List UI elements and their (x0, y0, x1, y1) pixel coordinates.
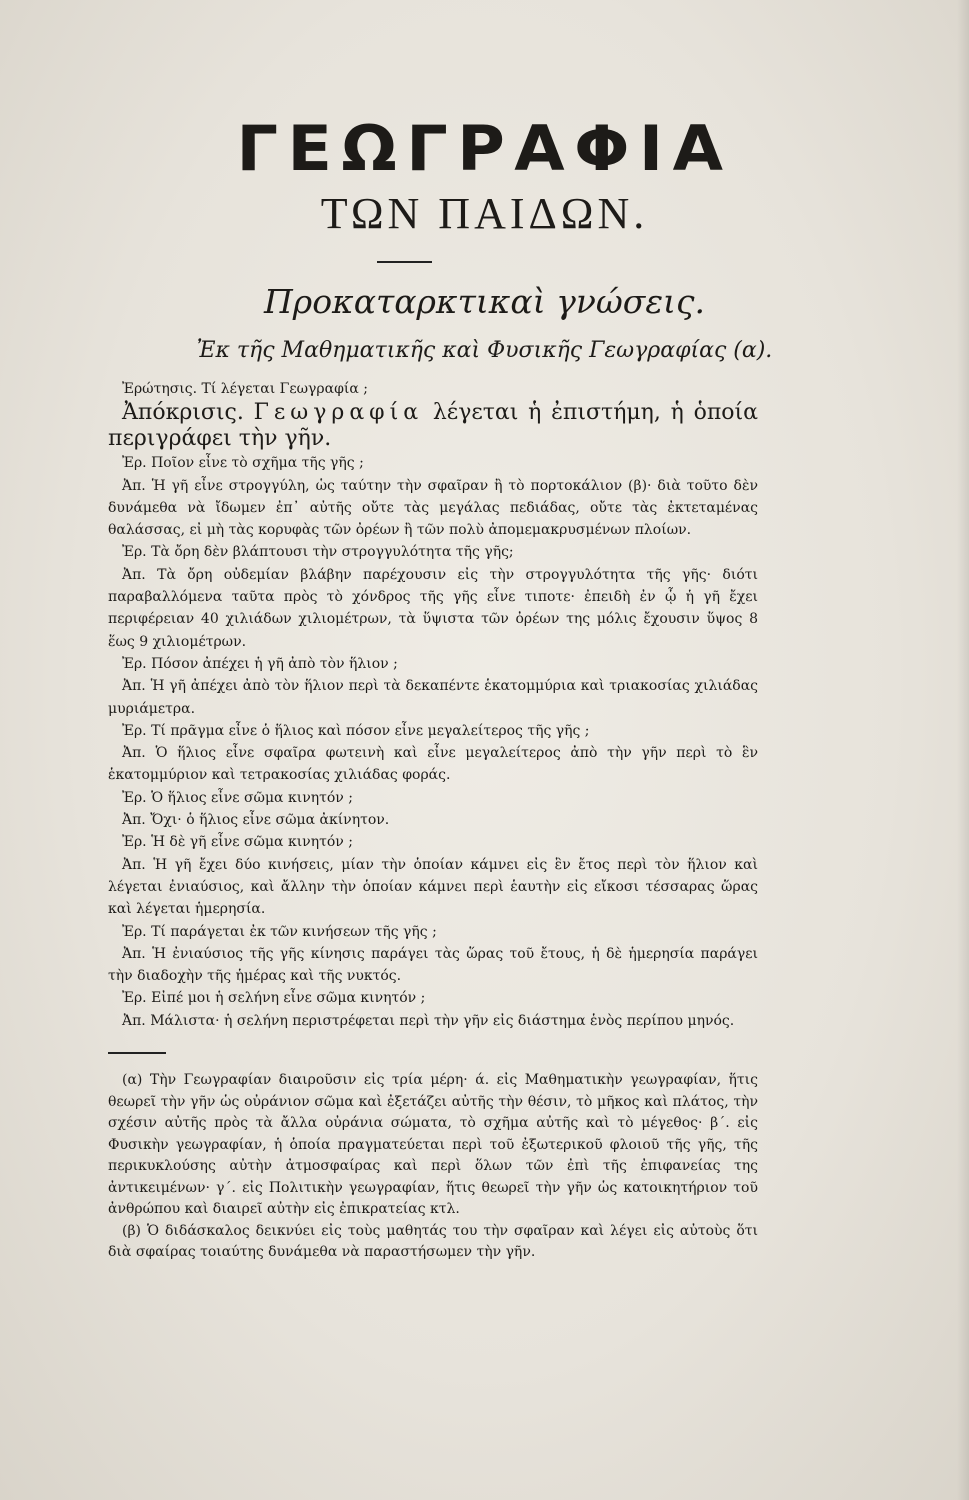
qa-question (108, 831, 758, 853)
page-edge-shadow (957, 0, 969, 1500)
qa-answer (108, 564, 758, 653)
qa-label: Ἐρ. (122, 990, 147, 1007)
qa-answer (108, 475, 758, 542)
qa-label: Ἐρ. (122, 923, 147, 940)
qa-question (108, 987, 758, 1009)
qa-text-spaced: Γεωγραφία (253, 400, 424, 426)
qa-text: Τί πρᾶγμα εἶνε ὁ ἥλιος καὶ πόσον εἶνε μεγαλείτερος τῆς γῆς ; (151, 722, 590, 739)
qa-text: Πόσον ἀπέχει ἡ γῆ ἀπὸ τὸν ἥλιον ; (151, 655, 398, 672)
qa-text: λέγεται ἡ ἐπιστήμη, ἡ ὁποία περιγράφει τὴν γῆν. (108, 400, 759, 452)
qa-label: Ἀπ. (122, 678, 146, 695)
qa-label: Ἀπόκρισις. (122, 400, 244, 426)
qa-label: Ἀπ. (122, 477, 146, 494)
qa-label: Ἐρ. (122, 455, 147, 472)
qa-text: Ὁ ἥλιος εἶνε σφαῖρα φωτεινὴ καὶ εἶνε μεγαλείτερος ἀπὸ τὴν γῆν περὶ τὸ ἓν ἑκατομμύριον καὶ τετρακοσίας χιλιάδας φοράς. (108, 745, 759, 784)
page-subtitle: ΤΩΝ ΠΑΙΔΩΝ. (320, 189, 649, 238)
qa-label: Ἀπ. (122, 945, 146, 962)
qa-question (108, 541, 758, 563)
qa-label: Ἐρ. (122, 544, 147, 561)
qa-answer (108, 854, 758, 921)
qa-label: Ἀπ. (122, 745, 146, 762)
qa-answer (108, 809, 758, 831)
qa-question (108, 378, 758, 400)
qa-label: Ἀπ. (122, 856, 146, 873)
title-divider (377, 261, 432, 263)
qa-answer-lead (108, 400, 758, 452)
qa-question (108, 452, 758, 474)
qa-question (108, 787, 758, 809)
qa-question (108, 653, 758, 675)
question-answer-body (108, 378, 758, 1032)
qa-label: Ἀπ. (122, 812, 146, 829)
qa-text: Ἡ δὲ γῆ εἶνε σῶμα κινητόν ; (151, 834, 353, 851)
qa-text: Ἡ ἐνιαύσιος τῆς γῆς κίνησις παράγει τὰς ὥρας τοῦ ἔτους, ἡ δὲ ἡμερησία παράγει τὴν διαδοχὴν τῆς ἡμέρας καὶ τῆς νυκτός. (108, 945, 758, 985)
page-title: ΓΕΩΓΡΑΦΙΑ (236, 112, 733, 185)
footnote-a: (α) Τὴν Γεωγραφίαν διαιροῦσιν εἰς τρία μέρη· ά. εἰς Μαθηματικὴν γεωγραφίαν, ἥτις θεωρεῖ τὴν γῆν ὡς οὐράνιον σῶμα καὶ ἐξετάζει αὐτῆς τὴν θέσιν, τὸ μῆκος καὶ πλάτος, τὴν σχέσιν αὐτῆς πρὸς τὰ ἄλλα οὐράνια σώματα, τὸ σχῆμα αὐτῆς καὶ τὸ μέγεθος· β΄. εἰς Φυσικὴν γεωγραφίαν, ἡ ὁποία πραγματεύεται περὶ τοῦ ἐξωτερικοῦ φλοιοῦ τῆς γῆς, τῆς περικυκλούσης αὐτὴν ἀτμοσφαίρας καὶ περὶ ὅλων τῶν ἐπὶ τῆς ἐπιφανείας της ἀντικειμένων· γ΄. εἰς Πολιτικὴν γεωγραφίαν, ἥτις θεωρεῖ τὴν γῆν ὡς κατοικητήριον τοῦ ἀνθρώπου καὶ διαιρεῖ αὐτὴν εἰς ἐπικρατείας κτλ. (108, 1072, 758, 1217)
qa-text: Ποῖον εἶνε τὸ σχῆμα τῆς γῆς ; (151, 455, 364, 472)
qa-label: Ἐρ. (122, 789, 147, 806)
qa-question (108, 921, 758, 943)
qa-label: Ἀπ. (122, 1012, 146, 1029)
qa-answer (108, 943, 758, 988)
footnote-b: (β) Ὁ διδάσκαλος δεικνύει εἰς τοὺς μαθητάς του τὴν σφαῖραν καὶ λέγει εἰς αὐτοὺς ὅτι διὰ σφαίρας τοιαύτης δυνάμεθα νὰ παραστήσωμεν τὴν γῆν. (108, 1222, 758, 1260)
qa-text: Ὄχι· ὁ ἥλιος εἶνε σῶμα ἀκίνητον. (150, 812, 390, 829)
section-heading: Προκαταρκτικαὶ γνώσεις. (264, 282, 705, 321)
qa-label: Ἐρώτησις. (122, 381, 198, 397)
qa-answer (108, 1010, 758, 1032)
section-subheading: Ἐκ τῆς Μαθηματικῆς καὶ Φυσικῆς Γεωγραφίας (α). (196, 338, 773, 363)
qa-label: Ἐρ. (122, 655, 147, 672)
qa-text: Τὰ ὄρη δὲν βλάπτουσι τὴν στρογγυλότητα τῆς γῆς; (151, 544, 514, 561)
qa-text: Τί λέγεται Γεωγραφία ; (201, 381, 369, 397)
qa-question (108, 720, 758, 742)
footnotes (108, 1070, 758, 1264)
qa-answer (108, 675, 758, 720)
qa-text: Ἡ γῆ εἶνε στρογγύλη, ὡς ταύτην τὴν σφαῖραν ἢ τὸ πορτοκάλιον (β)· διὰ τοῦτο δὲν δυνάμεθα νὰ ἴδωμεν ἐπ᾽ αὐτῆς οὔτε τὰς μεγάλας πεδιάδας, οὔτε τὰς ἐκτεταμένας θαλάσσας, εἰ μὴ τὰς κορυφὰς τῶν ὀρέων ἢ τῶν πολὺ ἀπομεμακρυσμένων πλοίων. (108, 477, 759, 539)
qa-label: Ἐρ. (122, 834, 147, 851)
qa-text: Ἡ γῆ ἀπέχει ἀπὸ τὸν ἥλιον περὶ τὰ δεκαπέντε ἑκατομμύρια καὶ τριακοσίας χιλιάδας μυριάμετρα. (108, 678, 758, 717)
qa-text: Μάλιστα· ἡ σελήνη περιστρέφεται περὶ τὴν γῆν εἰς διάστημα ἑνὸς περίπου μηνός. (150, 1012, 735, 1029)
qa-text: Τί παράγεται ἐκ τῶν κινήσεων τῆς γῆς ; (151, 923, 437, 940)
qa-label: Ἐρ. (122, 722, 147, 739)
qa-answer (108, 742, 758, 787)
qa-text: Τὰ ὄρη οὐδεμίαν βλάβην παρέχουσιν εἰς τὴν στρογγυλότητα τῆς γῆς· διότι παραβαλλόμενα ταῦτα πρὸς τὸ χόνδρος τῆς γῆς εἶνε τιποτε· ἐπειδὴ ἐν ᾧ ἡ γῆ ἔχει περιφέρειαν 40 χιλιάδων χιλιομέτρων, τὰ ὕψιστα τῶν ὀρέων της μόλις ἔχουσιν ὕψος 8 ἕως 9 χιλιομέτρων. (108, 566, 759, 650)
footnote-divider (108, 1052, 166, 1054)
qa-label: Ἀπ. (122, 566, 146, 583)
qa-text: Εἰπέ μοι ἡ σελήνη εἶνε σῶμα κινητόν ; (151, 990, 426, 1007)
qa-text: Ὁ ἥλιος εἶνε σῶμα κινητόν ; (151, 789, 353, 806)
qa-text: Ἡ γῆ ἔχει δύο κινήσεις, μίαν τὴν ὁποίαν κάμνει εἰς ἓν ἔτος περὶ τὸν ἥλιον καὶ λέγεται ἐνιαύσιος, καὶ ἄλλην τὴν ὁποίαν κάμνει περὶ ἑαυτὴν εἰς εἴκοσι τέσσαρας ὥρας καὶ λέγεται ἡμερησία. (108, 856, 759, 918)
